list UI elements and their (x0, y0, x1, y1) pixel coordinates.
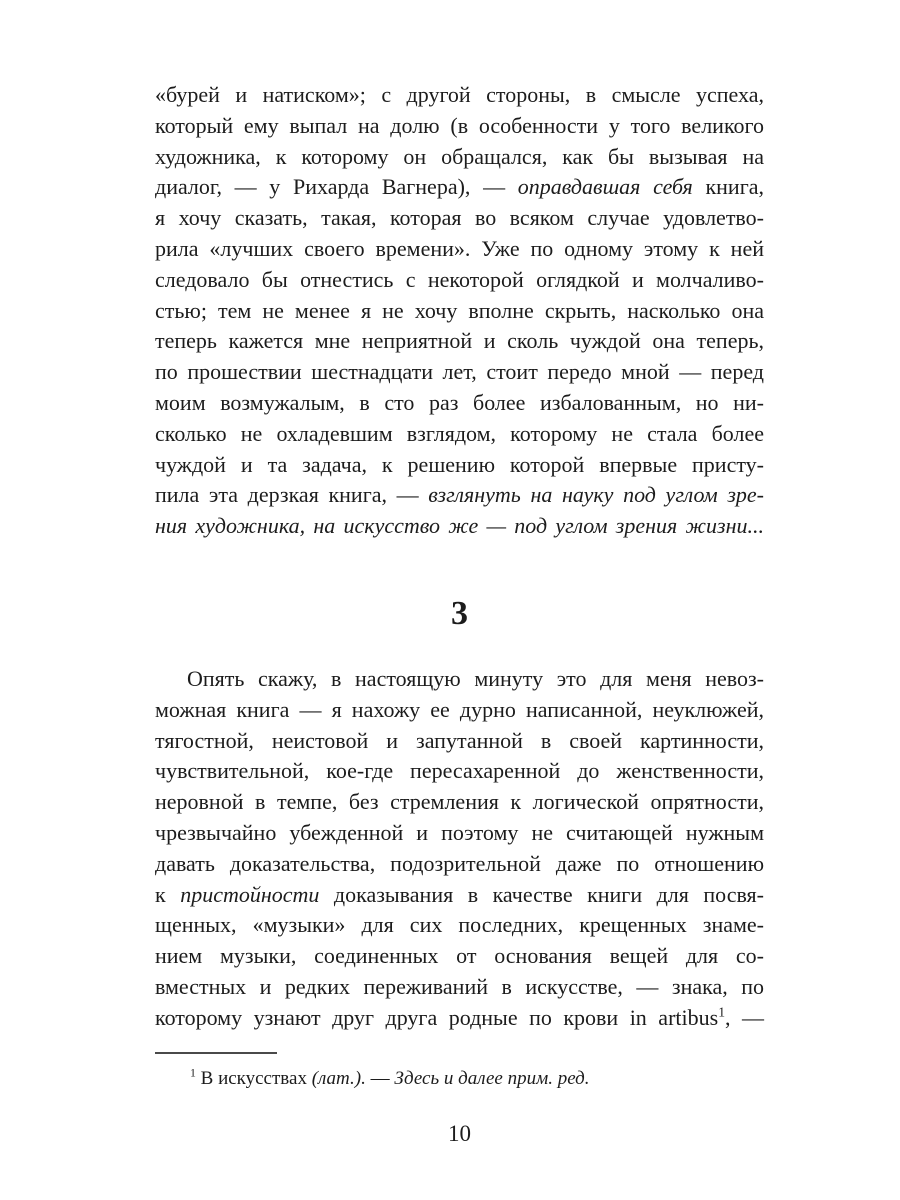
paragraph (155, 80, 764, 542)
text-run: я хочу сказать, такая, которая во всяком случае удовлетво- (155, 205, 764, 231)
text-line (155, 234, 764, 265)
text-run: которому узнают друг друга родные по крови in artibus (155, 1004, 719, 1030)
text-run: Здесь и далее прим. ред. (394, 1067, 590, 1089)
text-run: можная книга — я нахожу ее дурно написанной, неуклюжей, (155, 696, 764, 722)
text-line (155, 419, 764, 450)
text-run: пила эта дерзкая книга, — (155, 482, 429, 508)
text-run: Опять скажу, в настоящую минуту это для меня невоз- (187, 665, 764, 691)
text-line (155, 203, 764, 234)
text-run: тягостной, неистовой и запутанной в своей картинности, (155, 727, 764, 753)
text-run: оправдавшая себя (517, 174, 693, 200)
text-run: теперь кажется мне неприятной и сколь чуждой она теперь, (155, 328, 764, 354)
text-line (155, 142, 764, 173)
page-number: 10 (448, 1121, 471, 1146)
text-line (155, 849, 764, 880)
text-line (155, 450, 764, 481)
text-line (155, 326, 764, 357)
footnote-separator (155, 1052, 277, 1054)
text-line (155, 1003, 764, 1034)
text-run: давать доказательства, подозрительной даже по отношению (155, 850, 764, 876)
text-run: пристойности (180, 881, 320, 907)
text-line (155, 695, 764, 726)
text-line (155, 818, 764, 849)
text-line (155, 265, 764, 296)
text-line (155, 357, 764, 388)
text-run: — (365, 1067, 395, 1089)
text-run: по прошествии шестнадцати лет, стоит передо мной — перед (155, 359, 764, 385)
text-run: чуждой и та задача, к решению которой впервые присту- (155, 451, 764, 477)
text-run: В искусствах (195, 1067, 312, 1089)
text-run: книга, (692, 174, 764, 200)
text-run: доказывания в качестве книги для посвя- (319, 881, 764, 907)
text-run: сколько не охладевшим взглядом, которому не стала более (155, 420, 764, 446)
paragraph (155, 664, 764, 1034)
text-run: художника, к которому он обращался, как бы вызывая на (155, 143, 764, 169)
text-run: следовало бы отнестись с некоторой оглядкой и молчаливо- (155, 266, 764, 292)
text-run: моим возмужалым, в сто раз более избалованным, но ни- (155, 389, 764, 415)
superscript-marker: 1 (718, 1004, 725, 1020)
text-run: «бурей и натиском»; с другой стороны, в смысле успеха, (155, 82, 764, 107)
footnote (155, 1066, 764, 1092)
text-run: ния художника, на искусство же — под углом зрения жизни... (155, 513, 764, 539)
text-line (155, 880, 764, 911)
text-line (155, 296, 764, 327)
text-run: взглянуть на науку под углом зре- (428, 482, 764, 508)
text-line (155, 480, 764, 511)
text-run: вместных и редких переживаний в искусстве, — знака, по (155, 973, 764, 999)
section-heading: 3 (451, 594, 468, 632)
text-run: неровной в темпе, без стремления к логической опрятности, (155, 789, 764, 815)
text-run: рила «лучших своего времени». Уже по одному этому к ней (155, 235, 764, 261)
text-run: диалог, — у Рихарда Вагнера), — (155, 174, 518, 200)
text-line (155, 972, 764, 1003)
text-run: стью; тем не менее я не хочу вполне скрыть, насколько она (155, 297, 764, 323)
text-run: (лат.). (311, 1067, 366, 1089)
text-line (155, 787, 764, 818)
text-run: который ему выпал на долю (в особенности у того великого (155, 112, 764, 138)
text-run: чрезвычайно убежденной и поэтому не считающей нужным (155, 819, 764, 845)
text-line (155, 172, 764, 203)
text-run: щенных, «музыки» для сих последних, крещенных знаме- (155, 912, 764, 938)
text-line (155, 388, 764, 419)
superscript-marker: 1 (190, 1066, 196, 1080)
text-run: нием музыки, соединенных от основания вещей для со- (155, 943, 764, 969)
text-line (155, 941, 764, 972)
body-text (155, 80, 764, 1092)
text-run: чувствительной, кое-где пересахаренной до женственности, (155, 758, 764, 784)
text-line (155, 910, 764, 941)
text-line (155, 111, 764, 142)
text-line (155, 726, 764, 757)
text-run: , — (725, 1004, 764, 1030)
text-run: к (155, 881, 181, 907)
text-line (155, 756, 764, 787)
text-line (155, 80, 764, 111)
text-line (155, 511, 764, 542)
text-line (155, 664, 764, 695)
